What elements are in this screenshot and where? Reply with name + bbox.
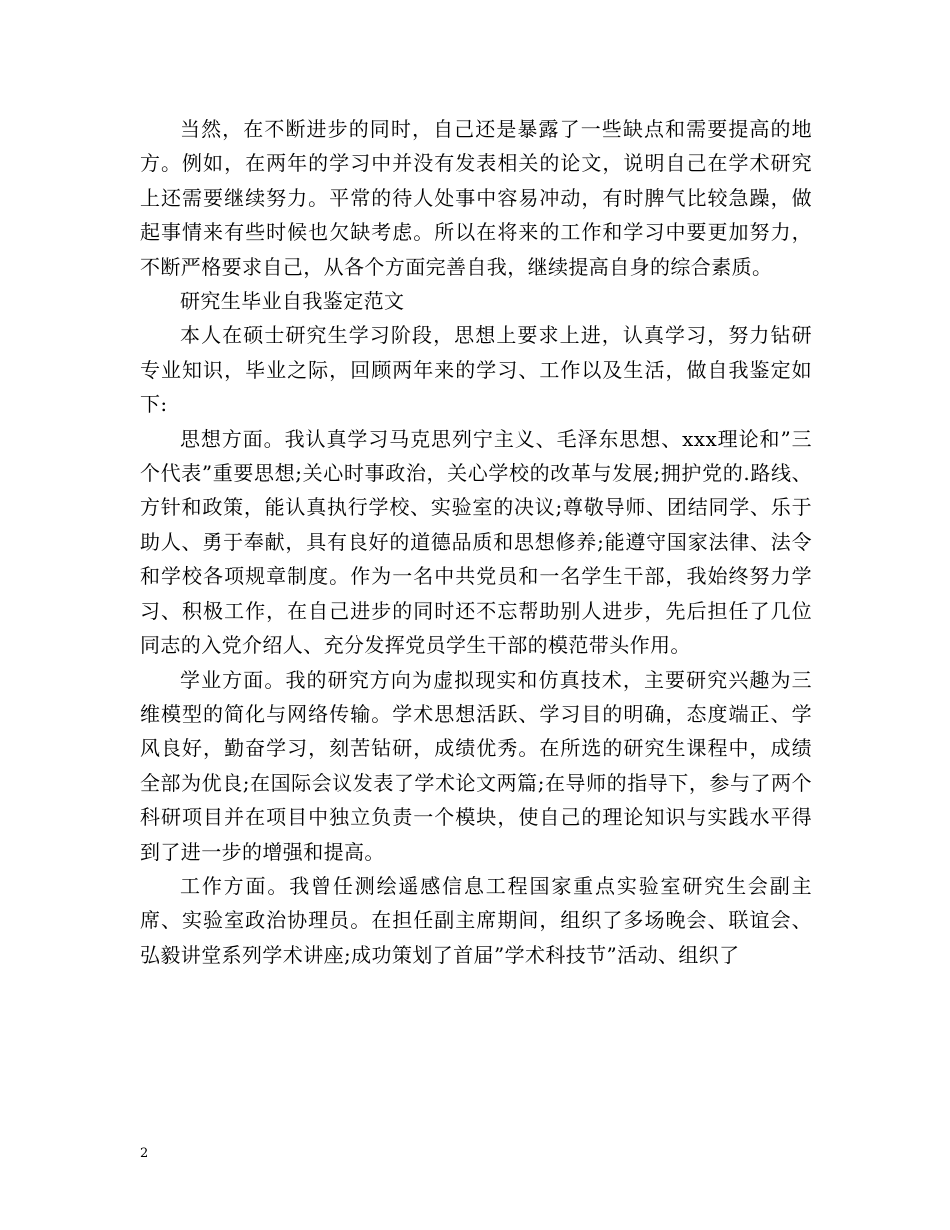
- paragraph-shortcomings: 当然，在不断进步的同时，自己还是暴露了一些缺点和需要提高的地方。例如，在两年的学习中并没有发表相关的论文，说明自己在学术研究上还需要继续努力。平常的待人处事中容易冲动，有时脾气比较急躁，做起事情来有些时候也欠缺考虑。所以在将来的工作和学习中要更加努力，不断严格要求自己，从各个方面完善自我，继续提高自身的综合素质。: [140, 117, 812, 279]
- section-heading: 研究生毕业自我鉴定范文: [180, 289, 405, 314]
- paragraph-ideology: 思想方面。我认真学习马克思列宁主义、毛泽东思想、xxx理论和”三个代表”重要思想;关心时事政治，关心学校的改革与发展;拥护党的.路线、方针和政策，能认真执行学校、实验室的决议;尊敬导师、团结同学、乐于助人、勇于奉献，具有良好的道德品质和思想修养;能遵守国家法律、法令和学校各项规章制度。作为一名中共党员和一名学生干部，我始终努力学习、积极工作，在自己进步的同时还不忘帮助别人进步，先后担任了几位同志的入党介绍人、充分发挥党员学生干部的模范带头作用。: [140, 426, 812, 658]
- paragraph-work: 工作方面。我曾任测绘遥感信息工程国家重点实验室研究生会副主席、实验室政治协理员。在担任副主席期间，组织了多场晚会、联谊会、弘毅讲堂系列学术讲座;成功策划了首届”学术科技节”活动、组织了: [140, 873, 812, 967]
- page-number: 2: [140, 1146, 149, 1161]
- paragraph-academics: 学业方面。我的研究方向为虚拟现实和仿真技术，主要研究兴趣为三维模型的简化与网络传输。学术思想活跃、学习目的明确，态度端正、学风良好，勤奋学习，刻苦钻研，成绩优秀。在所选的研究生课程中，成绩全部为优良;在国际会议发表了学术论文两篇;在导师的指导下，参与了两个科研项目并在项目中独立负责一个模块，使自己的理论知识与实践水平得到了进一步的增强和提高。: [140, 667, 812, 864]
- document-body: [140, 112, 812, 972]
- paragraph-intro: 本人在硕士研究生学习阶段，思想上要求上进，认真学习，努力钻研专业知识，毕业之际，回顾两年来的学习、工作以及生活，做自我鉴定如下:: [140, 323, 812, 417]
